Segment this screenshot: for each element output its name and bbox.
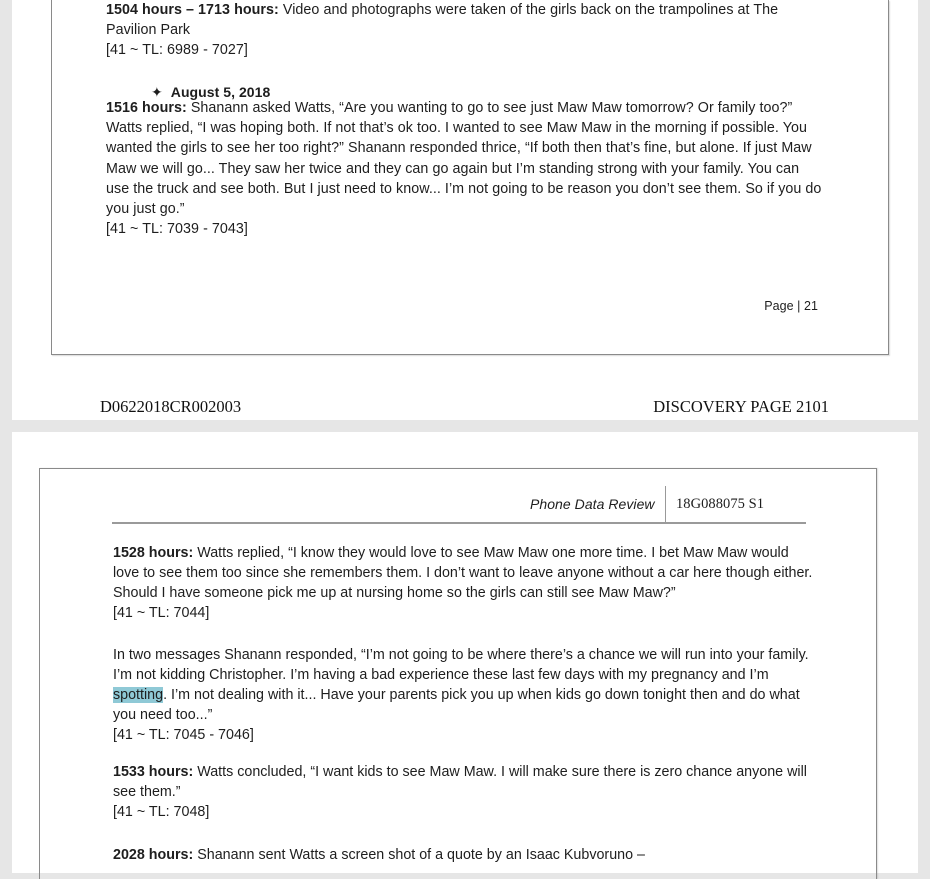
entry-time: 1533 hours: xyxy=(113,764,194,780)
page-number: Page | 21 xyxy=(764,299,818,313)
entry-text: Shanann sent Watts a screen shot of a quote by an Isaac Kubvoruno – xyxy=(193,847,645,863)
entry-1533 xyxy=(113,762,813,822)
entry-time: 1504 hours – 1713 hours: xyxy=(106,2,279,18)
entry-reference: [41 ~ TL: 7045 - 7046] xyxy=(113,727,254,743)
entry-1516 xyxy=(106,98,822,239)
entry-time: 1516 hours: xyxy=(106,100,187,116)
discovery-page-number: DISCOVERY PAGE 2101 xyxy=(653,397,829,416)
entry-2028 xyxy=(113,845,813,865)
header-rule xyxy=(112,522,806,524)
entry-1528 xyxy=(113,543,813,623)
entry-reference: [41 ~ TL: 7039 - 7043] xyxy=(106,221,248,238)
entry-1504 xyxy=(106,0,822,61)
entry-time: 1528 hours: xyxy=(113,545,194,561)
entry-time: 2028 hours: xyxy=(113,847,194,863)
highlighted-word: spotting xyxy=(113,687,164,703)
entry-text: In two messages Shanann responded, “I’m not going to be where there’s a chance we will run into your family. I’m not kidding Christopher. I’m having a bad experience these last few days with my pregnancy and I’m xyxy=(113,647,809,683)
report-title: Phone Data Review xyxy=(530,496,655,512)
document-id: D0622018CR002003 xyxy=(100,397,242,416)
entry-two-messages xyxy=(113,645,813,745)
entry-reference: [41 ~ TL: 6989 - 7027] xyxy=(106,42,248,59)
date-text: August 5, 2018 xyxy=(170,84,271,100)
bullet-star-icon: ✦ xyxy=(151,84,163,100)
entry-reference: [41 ~ TL: 7048] xyxy=(113,804,210,820)
entry-text: Video and photographs were taken of the girls back on the trampolines at The Pavilion Park xyxy=(106,2,779,39)
entry-text: Watts concluded, “I want kids to see Maw Maw. I will make sure there is zero chance anyone will see them.” xyxy=(113,764,807,800)
entry-text: Watts replied, “I know they would love to see Maw Maw one more time. I bet Maw Maw would love to see them too since she remembers them. I don’t want to leave anyone without a car here though either. Should I have someone pick me up at nursing home so the girls can still see Maw Maw?” xyxy=(113,545,813,601)
header-divider xyxy=(665,486,666,522)
entry-text: Shanann asked Watts, “Are you wanting to go to see just Maw Maw tomorrow? Or family too?” Watts replied, “I was hoping both. If not that’s ok too. I wanted to see Maw Maw in the morning if possible. You wanted the girls to see her too right?” Shanann responded thrice, “If both then that’s fine, but alone. If just Maw Maw we will go... They saw her twice and they can go again but I’m standing strong with your family. You can use the truck and see both. But I just need to know... I’m not going to be reason you don’t see them. So if you do you just go.” xyxy=(106,100,822,218)
entry-reference: [41 ~ TL: 7044] xyxy=(113,605,210,621)
entry-text-continued: . I’m not dealing with it... Have your parents pick you up when kids go down tonight then and do what you need too...” xyxy=(113,687,800,723)
case-number: 18G088075 S1 xyxy=(676,496,765,512)
